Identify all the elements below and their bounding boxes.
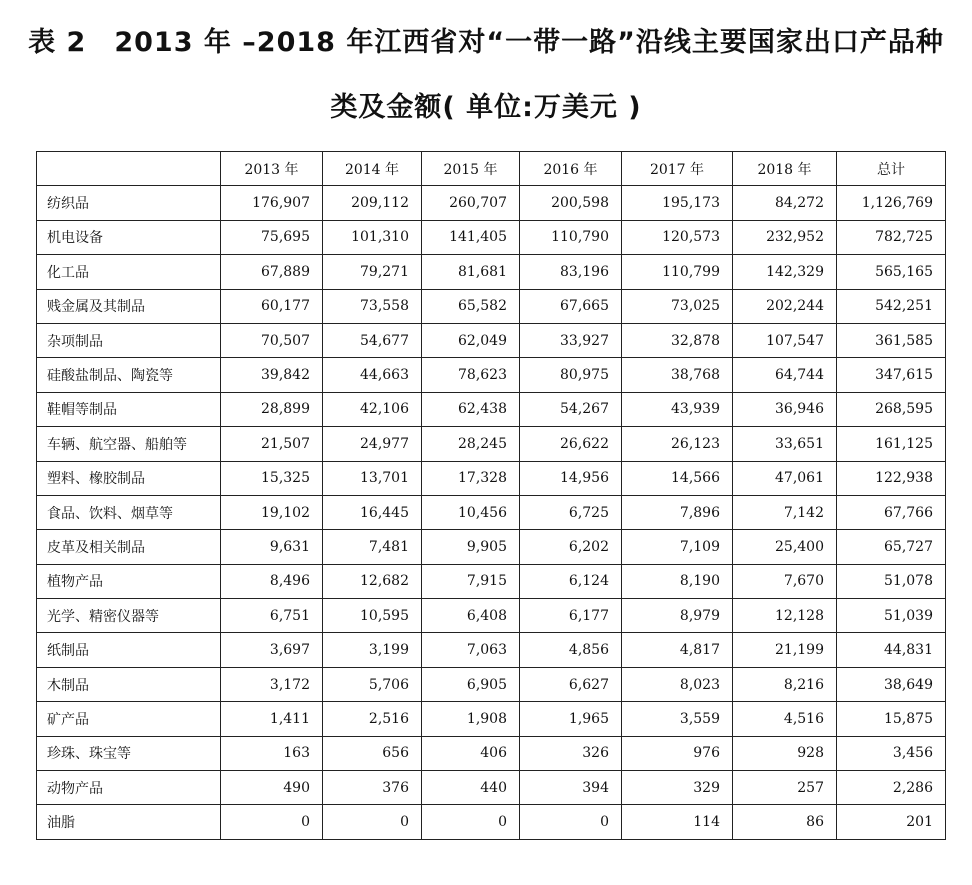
value-cell: 38,649 (837, 667, 946, 701)
value-cell: 394 (520, 771, 622, 805)
value-cell: 209,112 (323, 186, 422, 220)
product-category-cell: 珍珠、珠宝等 (37, 736, 221, 770)
table-row (37, 392, 946, 426)
value-cell: 33,927 (520, 323, 622, 357)
value-cell: 8,496 (221, 564, 323, 598)
value-cell: 10,456 (422, 495, 520, 529)
value-cell: 656 (323, 736, 422, 770)
value-cell: 163 (221, 736, 323, 770)
value-cell: 141,405 (422, 220, 520, 254)
value-cell: 7,670 (733, 564, 837, 598)
value-cell: 62,438 (422, 392, 520, 426)
header-cell: 2016 年 (520, 152, 622, 186)
value-cell: 565,165 (837, 255, 946, 289)
value-cell: 6,905 (422, 667, 520, 701)
value-cell: 73,025 (622, 289, 733, 323)
value-cell: 120,573 (622, 220, 733, 254)
value-cell: 0 (520, 805, 622, 839)
product-category-cell: 植物产品 (37, 564, 221, 598)
value-cell: 67,766 (837, 495, 946, 529)
table-row (37, 771, 946, 805)
value-cell: 6,408 (422, 599, 520, 633)
table-row (37, 530, 946, 564)
value-cell: 67,665 (520, 289, 622, 323)
value-cell: 44,663 (323, 358, 422, 392)
value-cell: 8,979 (622, 599, 733, 633)
product-category-cell: 油脂 (37, 805, 221, 839)
value-cell: 51,078 (837, 564, 946, 598)
value-cell: 26,123 (622, 427, 733, 461)
value-cell: 329 (622, 771, 733, 805)
value-cell: 73,558 (323, 289, 422, 323)
value-cell: 268,595 (837, 392, 946, 426)
value-cell: 6,202 (520, 530, 622, 564)
header-row (37, 152, 946, 186)
value-cell: 36,946 (733, 392, 837, 426)
value-cell: 3,559 (622, 702, 733, 736)
value-cell: 64,744 (733, 358, 837, 392)
header-cell: 总计 (837, 152, 946, 186)
value-cell: 7,896 (622, 495, 733, 529)
value-cell: 101,310 (323, 220, 422, 254)
header-cell (37, 152, 221, 186)
value-cell: 9,631 (221, 530, 323, 564)
value-cell: 376 (323, 771, 422, 805)
table-row (37, 461, 946, 495)
product-category-cell: 食品、饮料、烟草等 (37, 495, 221, 529)
table-title-line-2: 类及金额( 单位:万美元 ) (330, 92, 642, 123)
value-cell: 6,177 (520, 599, 622, 633)
value-cell: 9,905 (422, 530, 520, 564)
value-cell: 8,190 (622, 564, 733, 598)
table-title-line-1: 表 2 2013 年 –2018 年江西省对“一带一路”沿线主要国家出口产品种 (28, 27, 944, 58)
table-body (37, 186, 946, 839)
value-cell: 14,566 (622, 461, 733, 495)
value-cell: 782,725 (837, 220, 946, 254)
table-row (37, 633, 946, 667)
value-cell: 28,245 (422, 427, 520, 461)
value-cell: 7,109 (622, 530, 733, 564)
value-cell: 110,799 (622, 255, 733, 289)
value-cell: 60,177 (221, 289, 323, 323)
value-cell: 1,965 (520, 702, 622, 736)
value-cell: 976 (622, 736, 733, 770)
value-cell: 6,627 (520, 667, 622, 701)
product-category-cell: 杂项制品 (37, 323, 221, 357)
product-category-cell: 矿产品 (37, 702, 221, 736)
value-cell: 84,272 (733, 186, 837, 220)
table-row (37, 736, 946, 770)
value-cell: 39,842 (221, 358, 323, 392)
value-cell: 78,623 (422, 358, 520, 392)
header-cell: 2018 年 (733, 152, 837, 186)
value-cell: 4,516 (733, 702, 837, 736)
value-cell: 176,907 (221, 186, 323, 220)
value-cell: 14,956 (520, 461, 622, 495)
product-category-cell: 化工品 (37, 255, 221, 289)
value-cell: 16,445 (323, 495, 422, 529)
product-category-cell: 硅酸盐制品、陶瓷等 (37, 358, 221, 392)
value-cell: 440 (422, 771, 520, 805)
value-cell: 1,908 (422, 702, 520, 736)
value-cell: 54,267 (520, 392, 622, 426)
value-cell: 13,701 (323, 461, 422, 495)
header-cell: 2015 年 (422, 152, 520, 186)
value-cell: 12,128 (733, 599, 837, 633)
value-cell: 107,547 (733, 323, 837, 357)
value-cell: 2,516 (323, 702, 422, 736)
table-row (37, 255, 946, 289)
product-category-cell: 纸制品 (37, 633, 221, 667)
value-cell: 65,727 (837, 530, 946, 564)
value-cell: 17,328 (422, 461, 520, 495)
value-cell: 490 (221, 771, 323, 805)
table-row (37, 358, 946, 392)
value-cell: 70,507 (221, 323, 323, 357)
value-cell: 232,952 (733, 220, 837, 254)
table-row (37, 599, 946, 633)
value-cell: 8,023 (622, 667, 733, 701)
value-cell: 1,126,769 (837, 186, 946, 220)
table-row (37, 427, 946, 461)
product-category-cell: 木制品 (37, 667, 221, 701)
value-cell: 32,878 (622, 323, 733, 357)
value-cell: 6,751 (221, 599, 323, 633)
value-cell: 44,831 (837, 633, 946, 667)
value-cell: 2,286 (837, 771, 946, 805)
value-cell: 3,199 (323, 633, 422, 667)
value-cell: 67,889 (221, 255, 323, 289)
value-cell: 25,400 (733, 530, 837, 564)
value-cell: 200,598 (520, 186, 622, 220)
value-cell: 21,507 (221, 427, 323, 461)
value-cell: 47,061 (733, 461, 837, 495)
product-category-cell: 纺织品 (37, 186, 221, 220)
value-cell: 142,329 (733, 255, 837, 289)
value-cell: 7,063 (422, 633, 520, 667)
value-cell: 26,622 (520, 427, 622, 461)
value-cell: 12,682 (323, 564, 422, 598)
value-cell: 201 (837, 805, 946, 839)
table-row (37, 495, 946, 529)
product-category-cell: 车辆、航空器、船舶等 (37, 427, 221, 461)
value-cell: 28,899 (221, 392, 323, 426)
product-category-cell: 塑料、橡胶制品 (37, 461, 221, 495)
value-cell: 260,707 (422, 186, 520, 220)
value-cell: 79,271 (323, 255, 422, 289)
header-cell: 2014 年 (323, 152, 422, 186)
value-cell: 8,216 (733, 667, 837, 701)
value-cell: 202,244 (733, 289, 837, 323)
product-category-cell: 动物产品 (37, 771, 221, 805)
value-cell: 42,106 (323, 392, 422, 426)
value-cell: 81,681 (422, 255, 520, 289)
export-products-table (36, 151, 946, 840)
value-cell: 6,725 (520, 495, 622, 529)
value-cell: 0 (422, 805, 520, 839)
value-cell: 65,582 (422, 289, 520, 323)
value-cell: 161,125 (837, 427, 946, 461)
value-cell: 195,173 (622, 186, 733, 220)
value-cell: 3,172 (221, 667, 323, 701)
value-cell: 361,585 (837, 323, 946, 357)
value-cell: 43,939 (622, 392, 733, 426)
product-category-cell: 光学、精密仪器等 (37, 599, 221, 633)
value-cell: 7,481 (323, 530, 422, 564)
table-row (37, 805, 946, 839)
product-category-cell: 皮革及相关制品 (37, 530, 221, 564)
value-cell: 33,651 (733, 427, 837, 461)
value-cell: 406 (422, 736, 520, 770)
value-cell: 7,142 (733, 495, 837, 529)
product-category-cell: 贱金属及其制品 (37, 289, 221, 323)
value-cell: 86 (733, 805, 837, 839)
table-row (37, 220, 946, 254)
value-cell: 62,049 (422, 323, 520, 357)
value-cell: 24,977 (323, 427, 422, 461)
value-cell: 110,790 (520, 220, 622, 254)
header-cell: 2017 年 (622, 152, 733, 186)
value-cell: 38,768 (622, 358, 733, 392)
value-cell: 4,817 (622, 633, 733, 667)
table-row (37, 323, 946, 357)
value-cell: 0 (323, 805, 422, 839)
table-row (37, 186, 946, 220)
value-cell: 10,595 (323, 599, 422, 633)
value-cell: 326 (520, 736, 622, 770)
value-cell: 21,199 (733, 633, 837, 667)
value-cell: 51,039 (837, 599, 946, 633)
product-category-cell: 机电设备 (37, 220, 221, 254)
table-row (37, 667, 946, 701)
value-cell: 928 (733, 736, 837, 770)
value-cell: 5,706 (323, 667, 422, 701)
value-cell: 347,615 (837, 358, 946, 392)
value-cell: 257 (733, 771, 837, 805)
value-cell: 542,251 (837, 289, 946, 323)
value-cell: 114 (622, 805, 733, 839)
value-cell: 15,325 (221, 461, 323, 495)
value-cell: 0 (221, 805, 323, 839)
value-cell: 19,102 (221, 495, 323, 529)
value-cell: 80,975 (520, 358, 622, 392)
value-cell: 15,875 (837, 702, 946, 736)
product-category-cell: 鞋帽等制品 (37, 392, 221, 426)
value-cell: 3,456 (837, 736, 946, 770)
header-cell: 2013 年 (221, 152, 323, 186)
value-cell: 54,677 (323, 323, 422, 357)
table-row (37, 702, 946, 736)
table-row (37, 289, 946, 323)
table-row (37, 564, 946, 598)
value-cell: 122,938 (837, 461, 946, 495)
value-cell: 7,915 (422, 564, 520, 598)
value-cell: 4,856 (520, 633, 622, 667)
value-cell: 6,124 (520, 564, 622, 598)
value-cell: 1,411 (221, 702, 323, 736)
value-cell: 83,196 (520, 255, 622, 289)
value-cell: 3,697 (221, 633, 323, 667)
value-cell: 75,695 (221, 220, 323, 254)
